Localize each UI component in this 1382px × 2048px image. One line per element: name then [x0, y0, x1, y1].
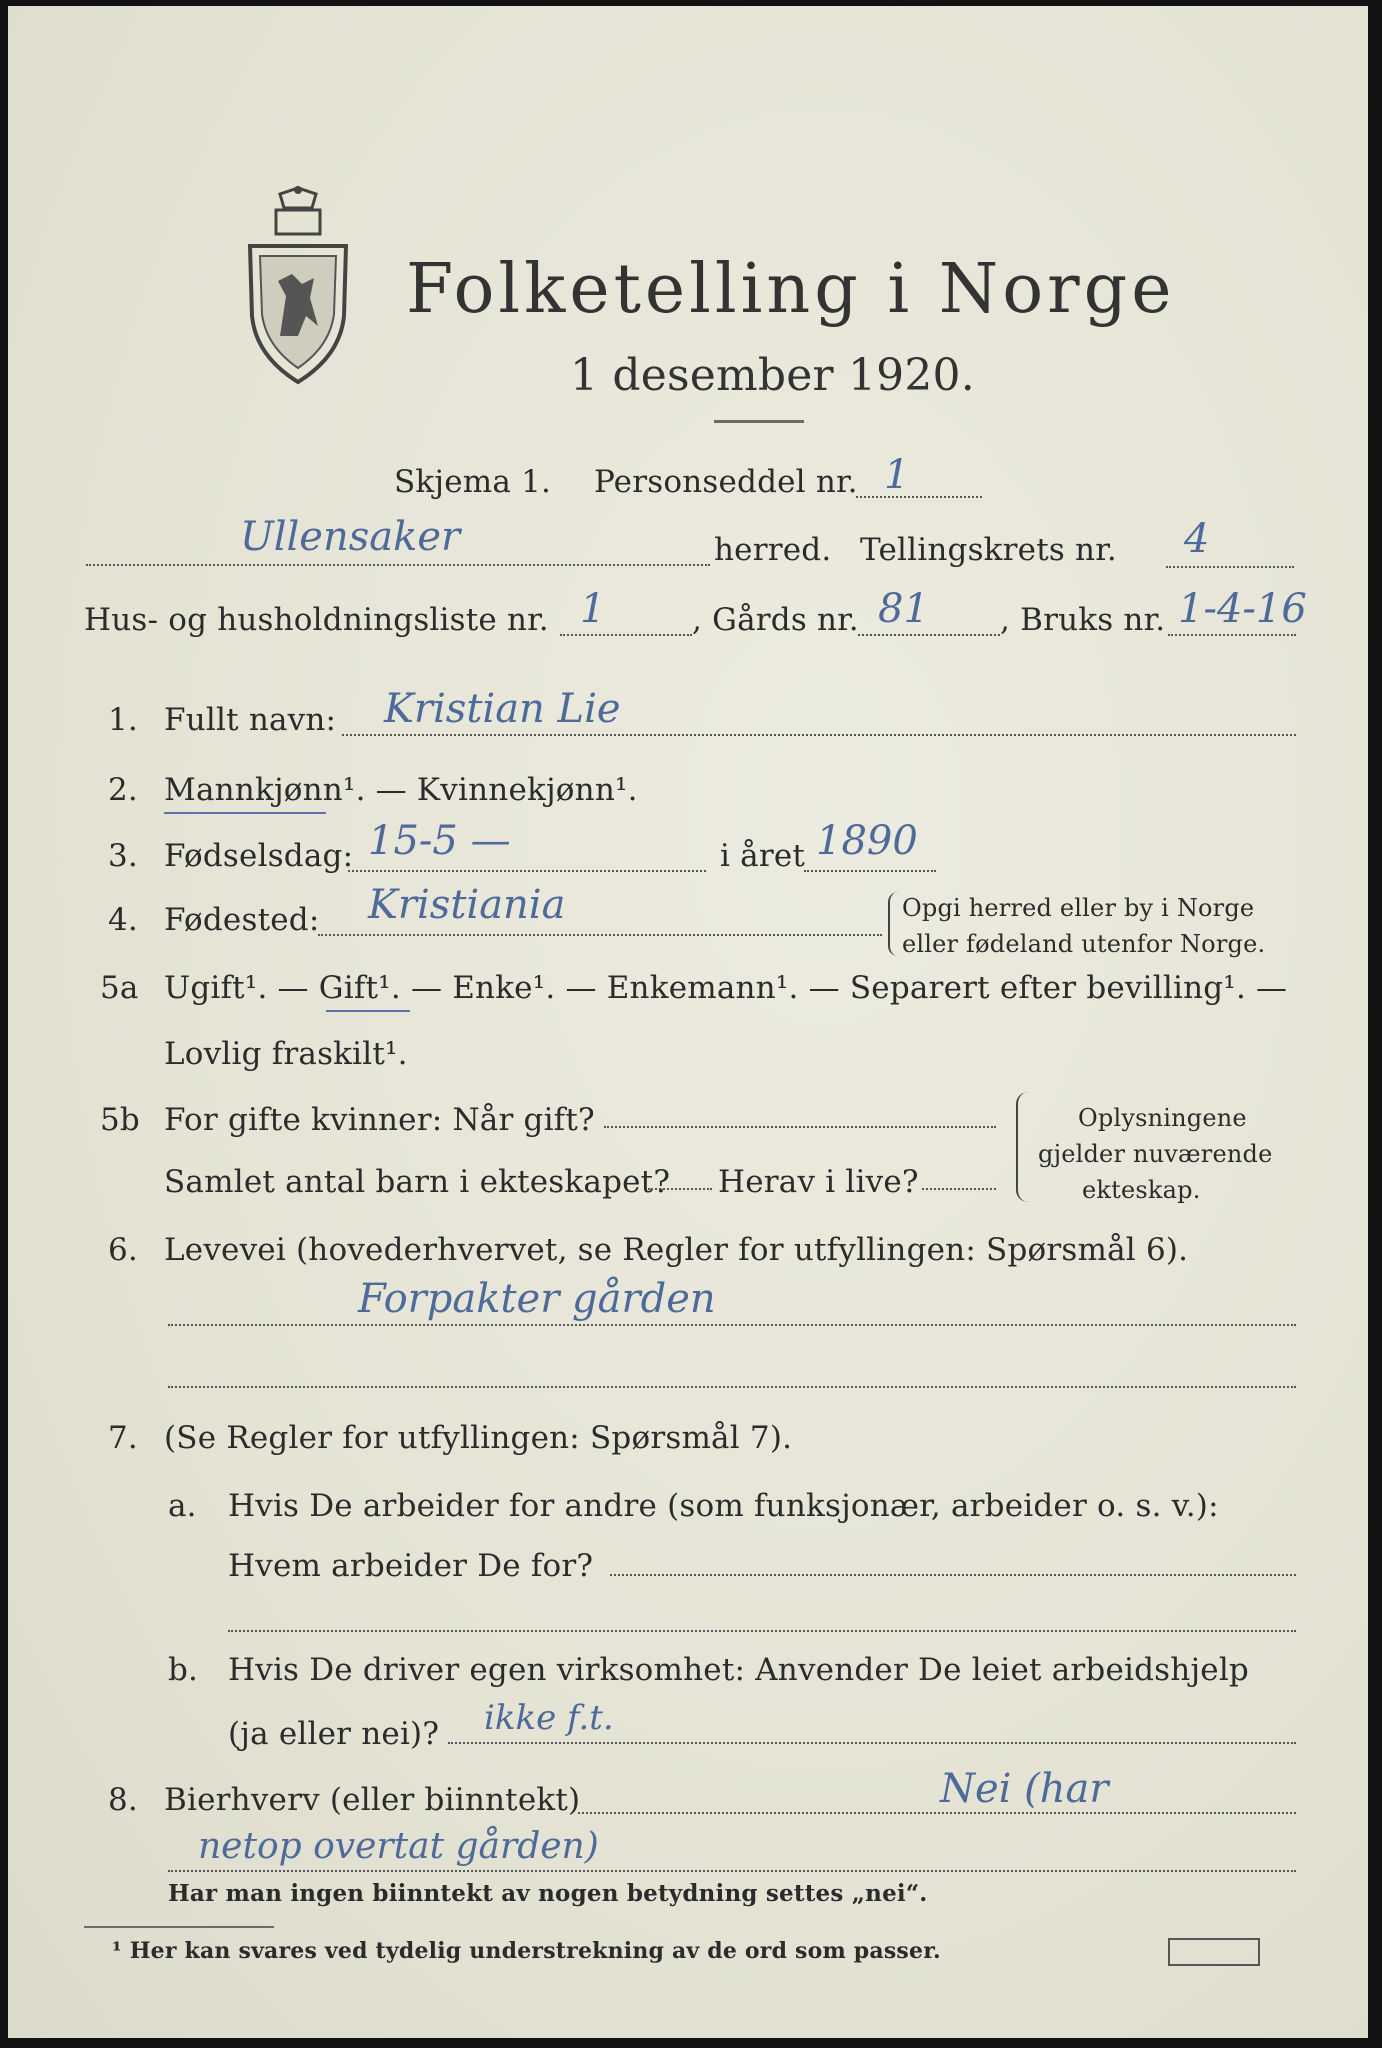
form-title: Folketelling i Norge — [406, 250, 1176, 329]
q5a-gift-underline — [326, 1010, 410, 1012]
hus-dots — [560, 634, 692, 636]
q7a-text: Hvis De arbeider for andre (som funksjonær, arbeider o. s. v.): — [228, 1488, 1219, 1524]
q3-dots — [348, 870, 706, 872]
q5b-children-dots — [648, 1188, 712, 1190]
herred-value: Ullensaker — [240, 514, 461, 560]
gards-dots — [858, 634, 1000, 636]
q8-dots-2 — [168, 1870, 1296, 1872]
q5b-note-brace — [1016, 1092, 1028, 1202]
q8-note: Har man ingen biinntekt av nogen betydning settes „nei“. — [168, 1880, 928, 1907]
q3-year-dots — [804, 870, 936, 872]
q4-label: Fødested: — [164, 902, 320, 938]
q7b-label: b. — [168, 1652, 199, 1688]
q4-number: 4. — [108, 902, 138, 938]
q2-number: 2. — [108, 772, 138, 808]
gards-value: 81 — [878, 586, 929, 632]
q6-dots-1 — [168, 1324, 1296, 1326]
bruks-label: , Bruks nr. — [1000, 602, 1166, 638]
census-form-page — [8, 6, 1368, 2038]
q8-number: 8. — [108, 1782, 138, 1818]
tellingskrets-label: Tellingskrets nr. — [860, 532, 1117, 568]
q2-text: Mannkjønn¹. — Kvinnekjønn¹. — [164, 772, 638, 808]
q5b-married-dots — [604, 1126, 996, 1128]
q5b-alive-dots — [922, 1188, 996, 1190]
q5a-number: 5a — [100, 970, 139, 1006]
footnote-rule — [84, 1926, 274, 1928]
q7-text: (Se Regler for utfyllingen: Spørsmål 7). — [164, 1420, 793, 1456]
hus-label: Hus- og husholdningsliste nr. — [84, 602, 549, 638]
q7-number: 7. — [108, 1420, 138, 1456]
q6-text: Levevei (hovederhvervet, se Regler for utfyllingen: Spørsmål 6). — [164, 1232, 1189, 1268]
q8-value-1: Nei (har — [940, 1766, 1109, 1812]
q5b-line2a: Samlet antal barn i ekteskapet? — [164, 1164, 671, 1200]
printer-stamp — [1168, 1938, 1260, 1966]
schema-label: Skjema 1. — [394, 464, 552, 500]
q7b-text: Hvis De driver egen virksomhet: Anvender De leiet arbeidshjelp — [228, 1652, 1249, 1688]
q1-label: Fullt navn: — [164, 702, 337, 738]
coat-of-arms-icon — [240, 186, 356, 386]
q5b-number: 5b — [100, 1102, 140, 1138]
q5b-line1: For gifte kvinner: Når gift? — [164, 1102, 595, 1138]
q6-number: 6. — [108, 1232, 138, 1268]
tellingskrets-dots — [1166, 566, 1294, 568]
q3-label: Fødselsdag: — [164, 838, 354, 874]
bruks-dots — [1168, 634, 1296, 636]
q6-dots-2 — [168, 1386, 1296, 1388]
q4-note-line1: Opgi herred eller by i Norge — [902, 894, 1255, 922]
footnote: ¹ Her kan svares ved tydelig understrekning av de ord som passer. — [112, 1938, 941, 1964]
q7a-label: a. — [168, 1488, 197, 1524]
q4-note-brace — [888, 892, 898, 956]
q5b-note3: ekteskap. — [1082, 1176, 1201, 1204]
q3-year-value: 1890 — [816, 818, 918, 864]
form-date: 1 desember 1920. — [570, 350, 975, 401]
q8-value-2: netop overtat gården) — [198, 1826, 599, 1867]
hus-value: 1 — [580, 586, 606, 632]
q7a-dots-2 — [228, 1630, 1296, 1632]
q1-value: Kristian Lie — [384, 686, 621, 732]
tellingskrets-value: 4 — [1184, 516, 1210, 562]
personseddel-dots — [856, 496, 982, 498]
q5b-note1: Oplysningene — [1078, 1104, 1247, 1132]
q3-number: 3. — [108, 838, 138, 874]
q4-note-line2: eller fødeland utenfor Norge. — [902, 930, 1266, 958]
q4-dots — [318, 934, 882, 936]
q5a-text2: Lovlig fraskilt¹. — [164, 1036, 408, 1072]
q8-label: Bierhverv (eller biinntekt) — [164, 1782, 581, 1818]
q7b-dots — [448, 1742, 1296, 1744]
bruks-value: 1-4-16 — [1178, 586, 1307, 632]
q6-value: Forpakter gården — [358, 1276, 716, 1322]
q5b-line2b: Herav i live? — [718, 1164, 919, 1200]
q7a-text2: Hvem arbeider De for? — [228, 1548, 594, 1584]
personseddel-label: Personseddel nr. — [594, 464, 858, 500]
q1-number: 1. — [108, 702, 138, 738]
q7a-dots-1 — [610, 1574, 1296, 1576]
q7b-value: ikke f.t. — [484, 1698, 614, 1738]
q7b-text2: (ja eller nei)? — [228, 1716, 440, 1752]
q3-year-label: i året — [720, 838, 806, 874]
q1-dots — [342, 734, 1296, 736]
personseddel-value: 1 — [884, 452, 910, 498]
q4-value: Kristiania — [368, 882, 566, 928]
q5a-text: Ugift¹. — Gift¹. — Enke¹. — Enkemann¹. — Separert efter bevilling¹. — — [164, 970, 1288, 1006]
gards-label: , Gårds nr. — [692, 602, 859, 638]
q3-value: 15-5 — — [368, 818, 511, 864]
q2-mannkjonn-underline — [164, 812, 326, 814]
title-divider — [714, 420, 804, 423]
q8-dots-1 — [578, 1812, 1296, 1814]
q5b-note2: gjelder nuværende — [1038, 1140, 1273, 1168]
herred-label: herred. — [714, 532, 832, 568]
herred-dots — [86, 564, 710, 566]
